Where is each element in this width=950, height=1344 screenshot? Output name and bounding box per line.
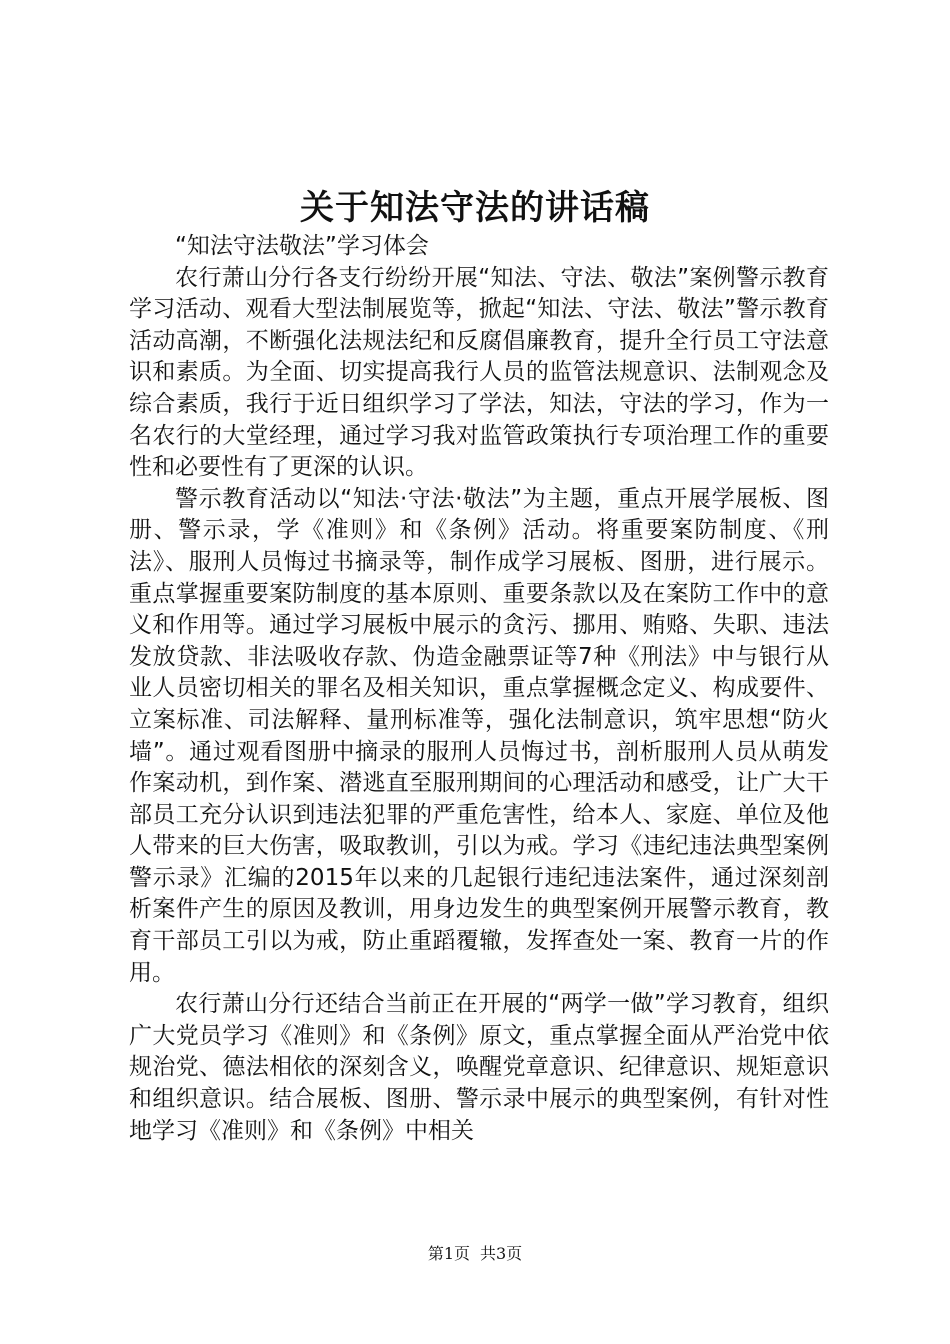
- paragraph-3: 农行萧山分行还结合当前正在开展的“两学一做”学习教育，组织广大党员学习《准则》和《条例》原文，重点掌握全面从严治党中依规治党、德法相依的深刻含义，唤醒党章意识、纪律意识、规矩意识和组织意识。结合展板、图册、警示录中展示的典型案例，有针对性地学习《准则》和《条例》中相关: [129, 991, 829, 1144]
- document-body: [129, 231, 829, 1147]
- paragraph-2: 警示教育活动以“知法·守法·敬法”为主题，重点开展学展板、图册、警示录，学《准则》和《条例》活动。将重要案防制度、《刑法》、服刑人员悔过书摘录等，制作成学习展板、图册，进行展示。重点掌握重要案防制度的基本原则、重要条款以及在案防工作中的意义和作用等。通过学习展板中展示的贪污、挪用、贿赂、失职、违法发放贷款、非法吸收存款、伪造金融票证等7种《刑法》中与银行从业人员密切相关的罪名及相关知识，重点掌握概念定义、构成要件、立案标准、司法解释、量刑标准等，强化法制意识，筑牢思想“防火墙”。通过观看图册中摘录的服刑人员悔过书，剖析服刑人员从萌发作案动机，到作案、潜逃直至服刑期间的心理活动和感受，让广大干部员工充分认识到违法犯罪的严重危害性，给本人、家庭、单位及他人带来的巨大伤害，吸取教训，引以为戒。学习《违纪违法典型案例警示录》汇编的2015年以来的几起银行违纪违法案件，通过深刻剖析案件产生的原因及教训，用身边发生的典型案例开展警示教育，教育干部员工引以为戒，防止重蹈覆辙，发挥查处一案、教育一片的作用。: [129, 485, 829, 986]
- page-number: 第1页: [427, 1244, 470, 1263]
- paragraph-1: 农行萧山分行各支行纷纷开展“知法、守法、敬法”案例警示教育学习活动、观看大型法制展览等，掀起“知法、守法、敬法”警示教育活动高潮，不断强化法规法纪和反腐倡廉教育，提升全行员工守法意识和素质。为全面、切实提高我行人员的监管法规意识、法制观念及综合素质，我行于近日组织学习了学法，知法，守法的学习，作为一名农行的大堂经理，通过学习我对监管政策执行专项治理工作的重要性和必要性有了更深的认识。: [129, 264, 829, 481]
- page-total: 共3页: [480, 1244, 523, 1263]
- page-footer: [0, 1243, 950, 1265]
- document-subtitle: “知法守法敬法”学习体会: [175, 233, 429, 259]
- document-title: 关于知法守法的讲话稿: [300, 188, 650, 228]
